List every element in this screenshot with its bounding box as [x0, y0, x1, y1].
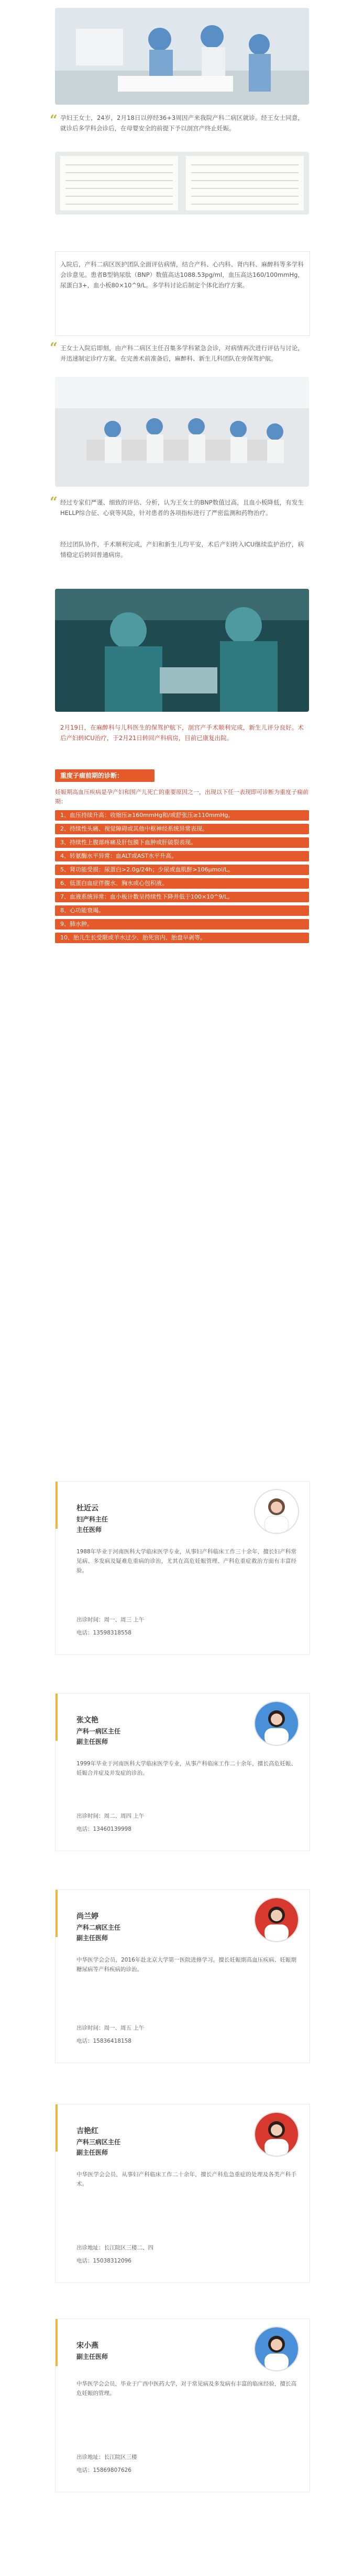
diagnosis-criteria-list: [55, 810, 309, 946]
doctor-name: 尚兰婷: [76, 1912, 98, 1921]
doctor-bio: 1988年毕业于河南医科大学临床医学专业，从事妇产科临床工作三十余年，擅长妇产科常见病、多发病及疑难危重病的诊治，尤其在高危妊娠管理、产科危重症救治方面有丰富经验。: [76, 1549, 296, 1574]
card-accent: [56, 2104, 58, 2152]
story-paragraph-5: 经过团队协作，手术顺利完成，产妇和新生儿均平安，术后产妇转入ICU继续监护治疗，病情稳定后转回普通病房。: [60, 541, 304, 558]
card-accent: [56, 1694, 58, 1741]
doctor-title: 产科一病区主任: [76, 1728, 121, 1735]
criteria-item: 10、胎儿生长受限或羊水过少、胎死宫内、胎盘早剥等。: [55, 933, 309, 943]
criteria-item: 8、心功能衰竭。: [55, 905, 309, 916]
story-paragraph-3: 王女士入院后即刻，由产科二病区主任召集多学科紧急会诊，对病情再次进行评估与讨论，并迅速制定诊疗方案。在完善术前准备后，麻醉科、新生儿科团队在旁保驾护航。: [60, 344, 304, 362]
doctor-schedule: 出诊时间：周一、周五 上午: [76, 2025, 145, 2031]
doctor-bio: 中华医学会会员，毕业于广西中医药大学，对于常见病及多发病有丰富的临床经验，擅长高危妊娠的管理。: [76, 2381, 296, 2396]
surgery-photo: [55, 589, 309, 712]
doctor-title: 妇产科主任: [76, 1516, 108, 1523]
doctor-card: [55, 1481, 310, 1655]
story-paragraph-1: 孕妇王女士，24岁，2月18日以停经36+3周因产来我院产科二病区就诊。经王女士同意，就诊后多学科会诊后，在母婴安全的前提下予以剖宫产终止妊娠。: [60, 114, 304, 132]
doctor-phone: 电话：15869807626: [76, 2467, 131, 2473]
doctor-title: 主任医师: [76, 1526, 102, 1533]
doctor-schedule: 出诊地址：长江院区三楼二、四: [76, 2245, 153, 2251]
team-meeting-photo: [55, 377, 309, 487]
doctor-bio: 1999年毕业于河南医科大学临床医学专业，从事产科临床工作二十余年，擅长高危妊娠、妊娠合并症及并发症的诊治。: [76, 1761, 296, 1776]
doctor-bio: 中华医学会会员，2016年赴北京大学第一医院进修学习。擅长妊娠期高血压疾病、妊娠期糖尿病等产科疾病的诊治。: [76, 1957, 296, 1973]
doctor-bio: 中华医学会会员，从事妇产科临床工作二十余年，擅长产科危急重症的处理及各类产科手术。: [76, 2171, 296, 2187]
story-paragraph-4: 经过专家们严谨、细致的评估、分析，认为王女士的BNP数值过高，且血小板降低，有发生HELLP综合征、心衰等风险，针对患者的各项指标进行了严密监测和药物治疗。: [60, 499, 304, 517]
story-paragraph-2: 入院后，产科二病区医护团队全面评估病情，结合产科、心内科、肾内科、麻醉科等多学科会诊意见。患者B型钠尿肽（BNP）数值高达1088.53pg/ml，血压高达160/100mmHg，尿蛋白3+，血小板80×10^9/L。多学科讨论后制定个体化治疗方案。: [60, 261, 304, 289]
criteria-item: 5、肾功能受损：尿蛋白>2.0g/24h；少尿或血肌酐>106μmol/L。: [55, 865, 309, 875]
diagnosis-intro: 妊娠期高血压疾病是孕产妇和围产儿死亡的重要原因之一，出现以下任一表现即可诊断为重度子痫前期：: [55, 789, 308, 805]
story-paragraph-6: 2月19日，在麻醉科与儿科医生的保驾护航下，剖宫产手术顺利完成，新生儿评分良好。术后产妇转ICU治疗，于2月21日转回产科病房，目前已康复出院。: [60, 724, 304, 742]
doctor-title: 副主任医师: [76, 1934, 108, 1942]
criteria-item: 9、肺水肿。: [55, 919, 309, 929]
doctor-card: [55, 1693, 310, 1851]
doctor-schedule: 出诊时间：周二、周四 上午: [76, 1813, 145, 1819]
diagnosis-header: 重度子痫前期的诊断：: [55, 769, 155, 782]
doctor-title: 副主任医师: [76, 2149, 108, 2156]
doctor-phone: 电话：13598318558: [76, 1630, 131, 1636]
avatar: [254, 1897, 299, 1942]
criteria-item: 6、低蛋白血症伴腹水、胸水或心包积液。: [55, 878, 309, 889]
avatar: [254, 1489, 299, 1534]
quote-icon: “: [50, 495, 58, 510]
avatar: [254, 2326, 299, 2371]
delivery-room-photo: [55, 8, 309, 105]
doctor-card: [55, 2104, 310, 2283]
card-accent: [56, 1482, 58, 1529]
doctor-name: 吉艳红: [76, 2127, 98, 2135]
criteria-item: 4、转氨酶水平异常：血ALT或AST水平升高。: [55, 851, 309, 861]
doctor-phone: 电话：13460139998: [76, 1826, 131, 1832]
criteria-item: 7、血液系统异常：血小板计数呈持续性下降并低于100×10^9/L。: [55, 892, 309, 902]
criteria-item: 1、血压持续升高：收缩压≥160mmHg和/或舒张压≥110mmHg。: [55, 810, 309, 821]
doctor-title: 副主任医师: [76, 1738, 108, 1745]
doctor-phone: 电话：15038312096: [76, 2258, 131, 2264]
avatar: [254, 1701, 299, 1746]
doctor-schedule: 出诊时间：周一、周三 上午: [76, 1617, 145, 1623]
card-accent: [56, 1890, 58, 1937]
doctor-card: [55, 2319, 310, 2492]
doctor-title: 产科二病区主任: [76, 1924, 121, 1931]
doctor-phone: 电话：15836418158: [76, 2038, 131, 2044]
avatar: [254, 2112, 299, 2157]
quote-icon: “: [50, 113, 58, 128]
criteria-item: 3、持续性上腹部疼痛及肝包膜下血肿或肝破裂表现。: [55, 837, 309, 848]
medical-records-photo: [55, 152, 309, 215]
doctor-title: 副主任医师: [76, 2353, 108, 2360]
doctor-card: [55, 1889, 310, 2063]
card-accent: [56, 2319, 58, 2366]
quote-icon: “: [50, 340, 58, 356]
doctor-name: 杜近云: [76, 1504, 98, 1513]
doctor-name: 宋小燕: [76, 2342, 98, 2350]
doctor-name: 张文艳: [76, 1716, 98, 1724]
doctor-title: 产科三病区主任: [76, 2138, 121, 2146]
criteria-item: 2、持续性头痛、视觉障碍或其他中枢神经系统异常表现。: [55, 824, 309, 834]
doctor-schedule: 出诊地址：长江院区三楼: [76, 2454, 137, 2460]
